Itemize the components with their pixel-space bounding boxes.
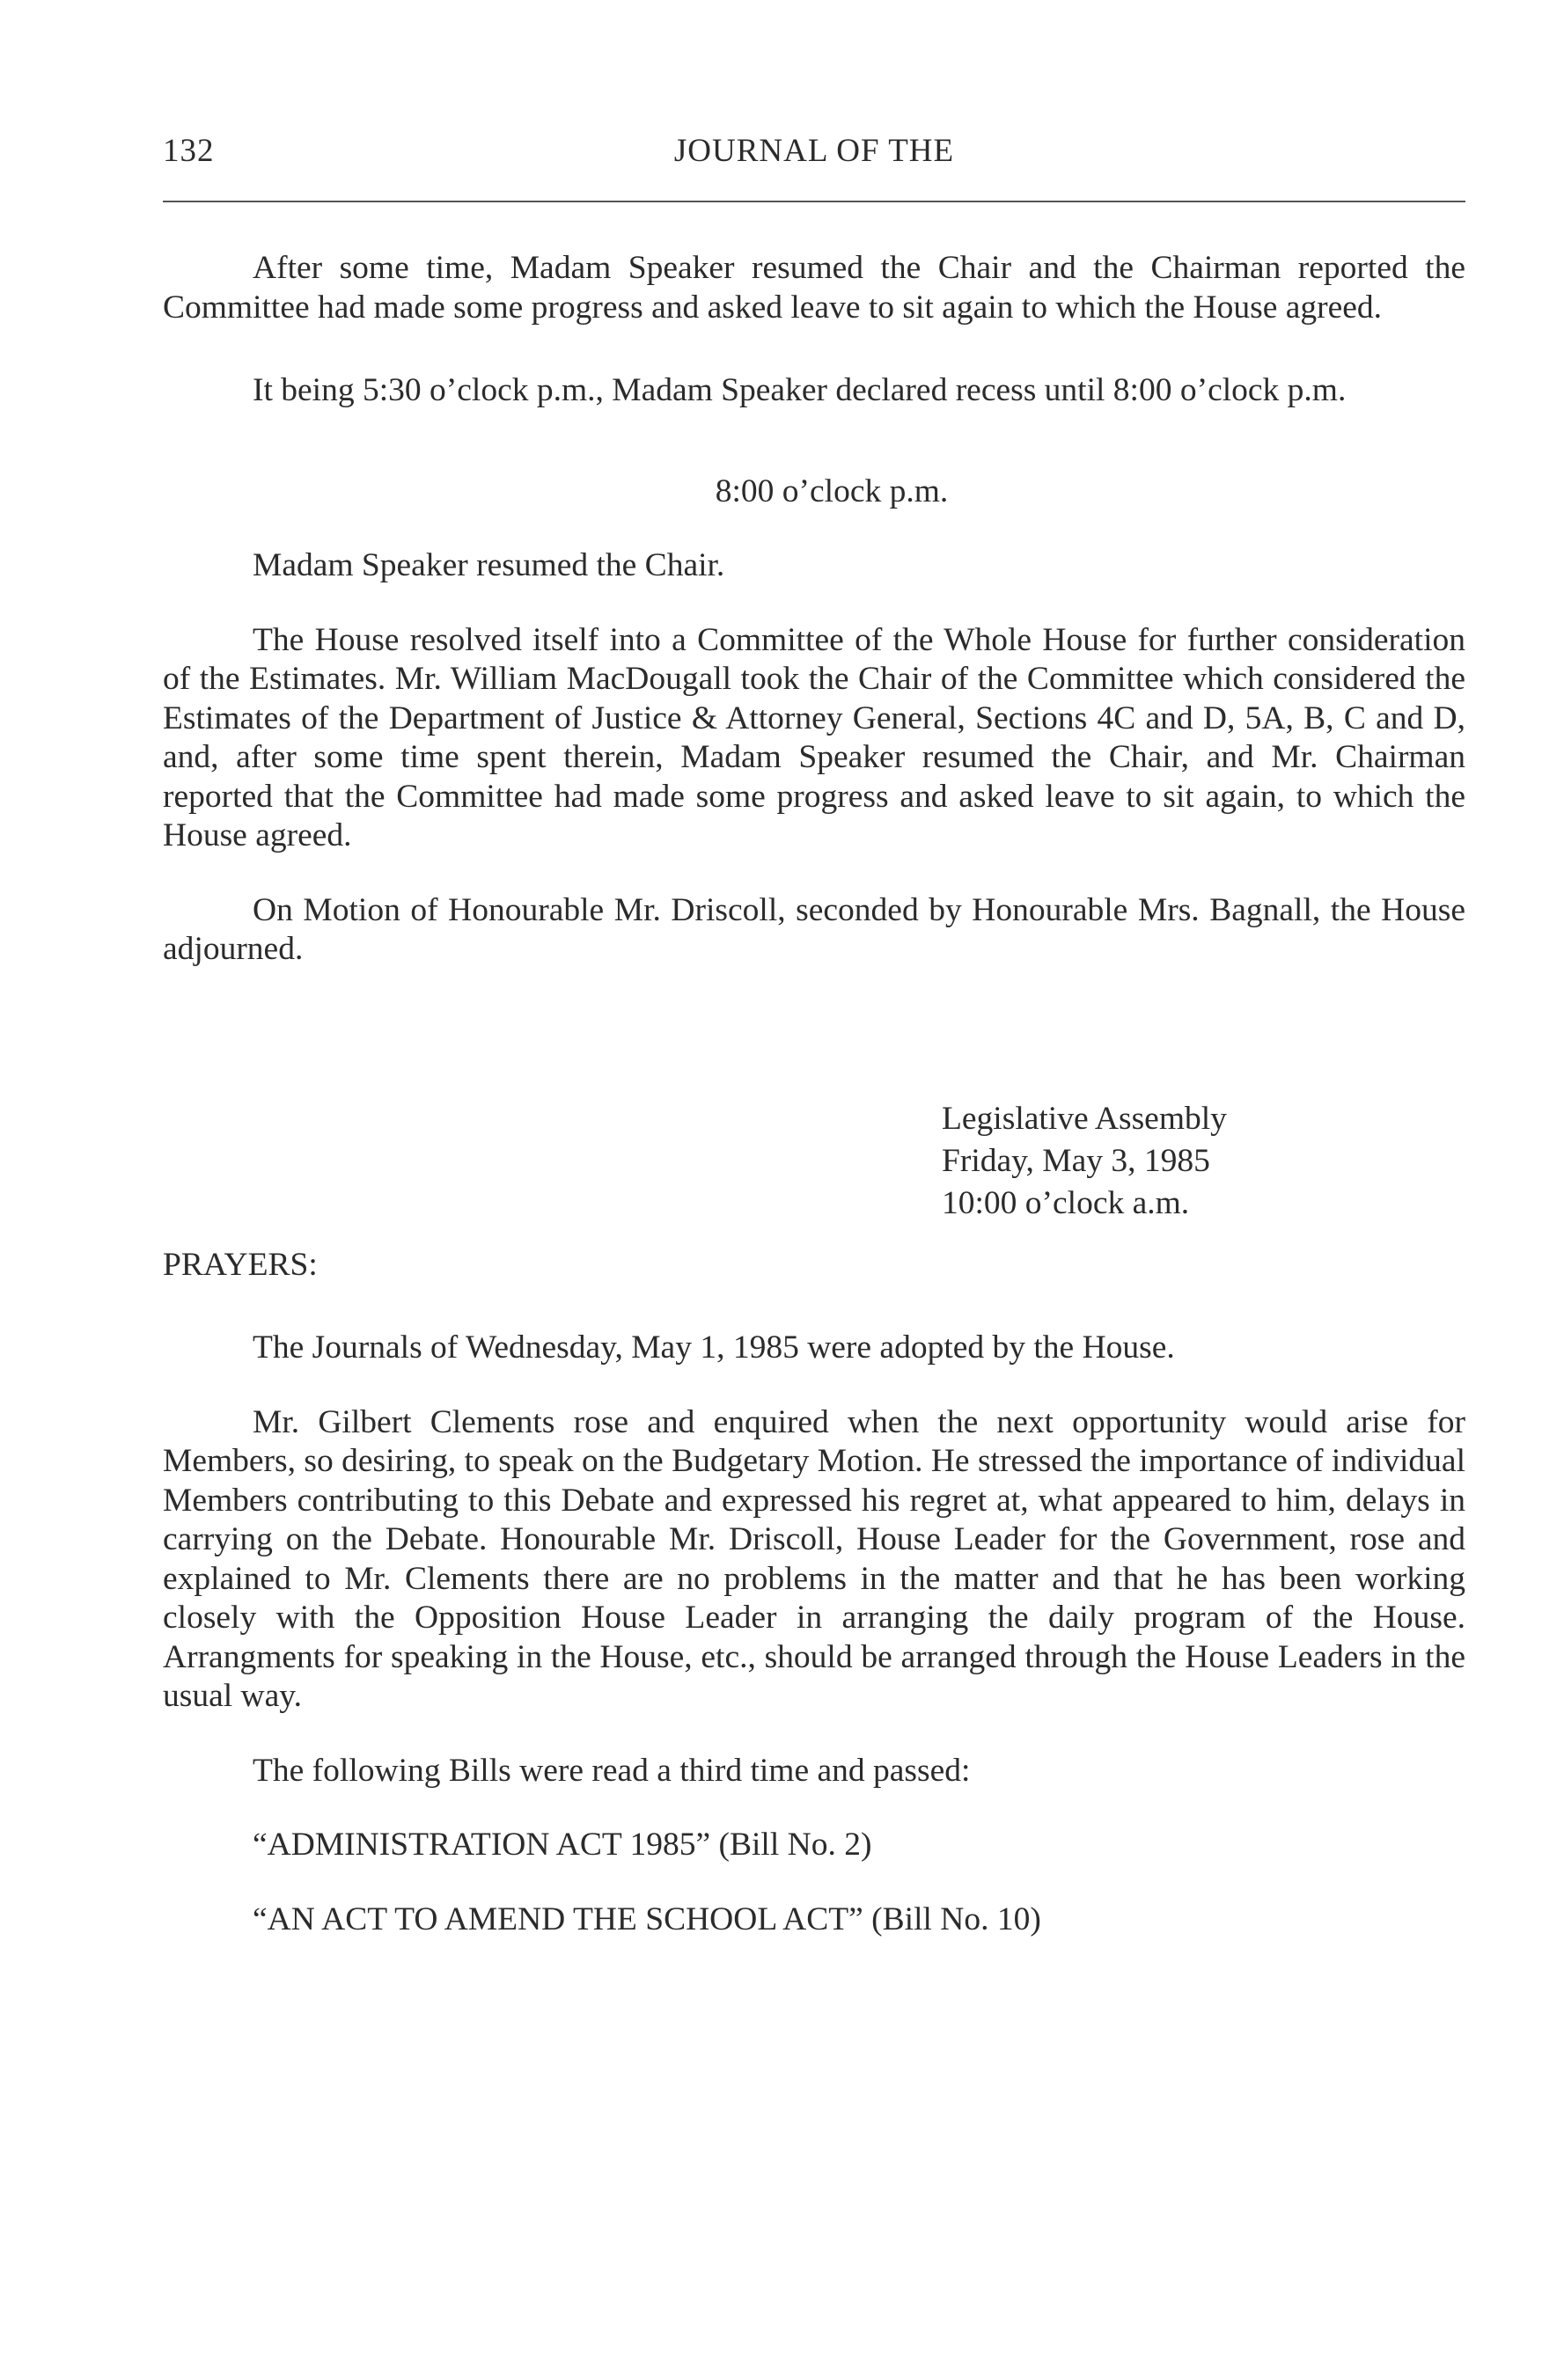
paragraph-recess: It being 5:30 o’clock p.m., Madam Speaker declared recess until 8:00 o’clock p.m. — [253, 372, 1347, 408]
paragraph-adjourned: On Motion of Honourable Mr. Driscoll, seconded by Honourable Mrs. Bagnall, the House adjourned. — [163, 891, 1465, 967]
dateline — [163, 1098, 1465, 1225]
journal-body — [163, 249, 1465, 1939]
header-rule — [163, 201, 1465, 202]
paragraph-speaker-resumed: Madam Speaker resumed the Chair. — [253, 547, 725, 583]
paragraph-bills-passed: The following Bills were read a third time and passed: — [253, 1752, 971, 1789]
paragraph-clements-enquiry: Mr. Gilbert Clements rose and enquired when the next opportunity would arise for Members, so desiring, to speak on the Budgetary Motion. He stressed the importance of individual Members contributing to this Debate and expressed his regret at, what appeared to him, delays in carrying on the Debate. Honourable Mr. Driscoll, House Leader for the Government, rose and explained to Mr. Clements there are no problems in the matter and that he has been working closely with the Opposition House Leader in arranging the daily program of the House. Arrangments for speaking in the House, etc., should be arranged through the House Leaders in the usual way. — [163, 1403, 1465, 1714]
dateline-date: Friday, May 3, 1985 — [942, 1142, 1210, 1179]
dateline-assembly: Legislative Assembly — [942, 1100, 1227, 1137]
bill-administration-act: “ADMINISTRATION ACT 1985” (Bill No. 2) — [253, 1827, 872, 1863]
page-header — [163, 132, 1465, 185]
page-number: 132 — [163, 133, 215, 169]
time-heading: 8:00 o’clock p.m. — [715, 472, 949, 509]
prayers-heading: PRAYERS: — [163, 1246, 318, 1283]
paragraph-committee-progress: After some time, Madam Speaker resumed the Chair and the Chairman reported the Committee had made some progress and asked leave to sit again to which the House agreed. — [163, 250, 1465, 326]
running-head: JOURNAL OF THE — [673, 133, 955, 169]
dateline-time: 10:00 o’clock a.m. — [942, 1184, 1190, 1221]
paragraph-committee-whole: The House resolved itself into a Committee of the Whole House for further consideration of the Estimates. Mr. William MacDougall took the Chair of the Committee which considered the Estimates of the Department of Justice & Attorney General, Sections 4C and D, 5A, B, C and D, and, after some time spent therein, Madam Speaker resumed the Chair, and Mr. Chairman reported that the Committee had made some progress and asked leave to sit again, to which the House agreed. — [163, 621, 1465, 853]
paragraph-journals-adopted: The Journals of Wednesday, May 1, 1985 were adopted by the House. — [253, 1329, 1175, 1366]
bill-school-act: “AN ACT TO AMEND THE SCHOOL ACT” (Bill No. 10) — [253, 1900, 1041, 1937]
